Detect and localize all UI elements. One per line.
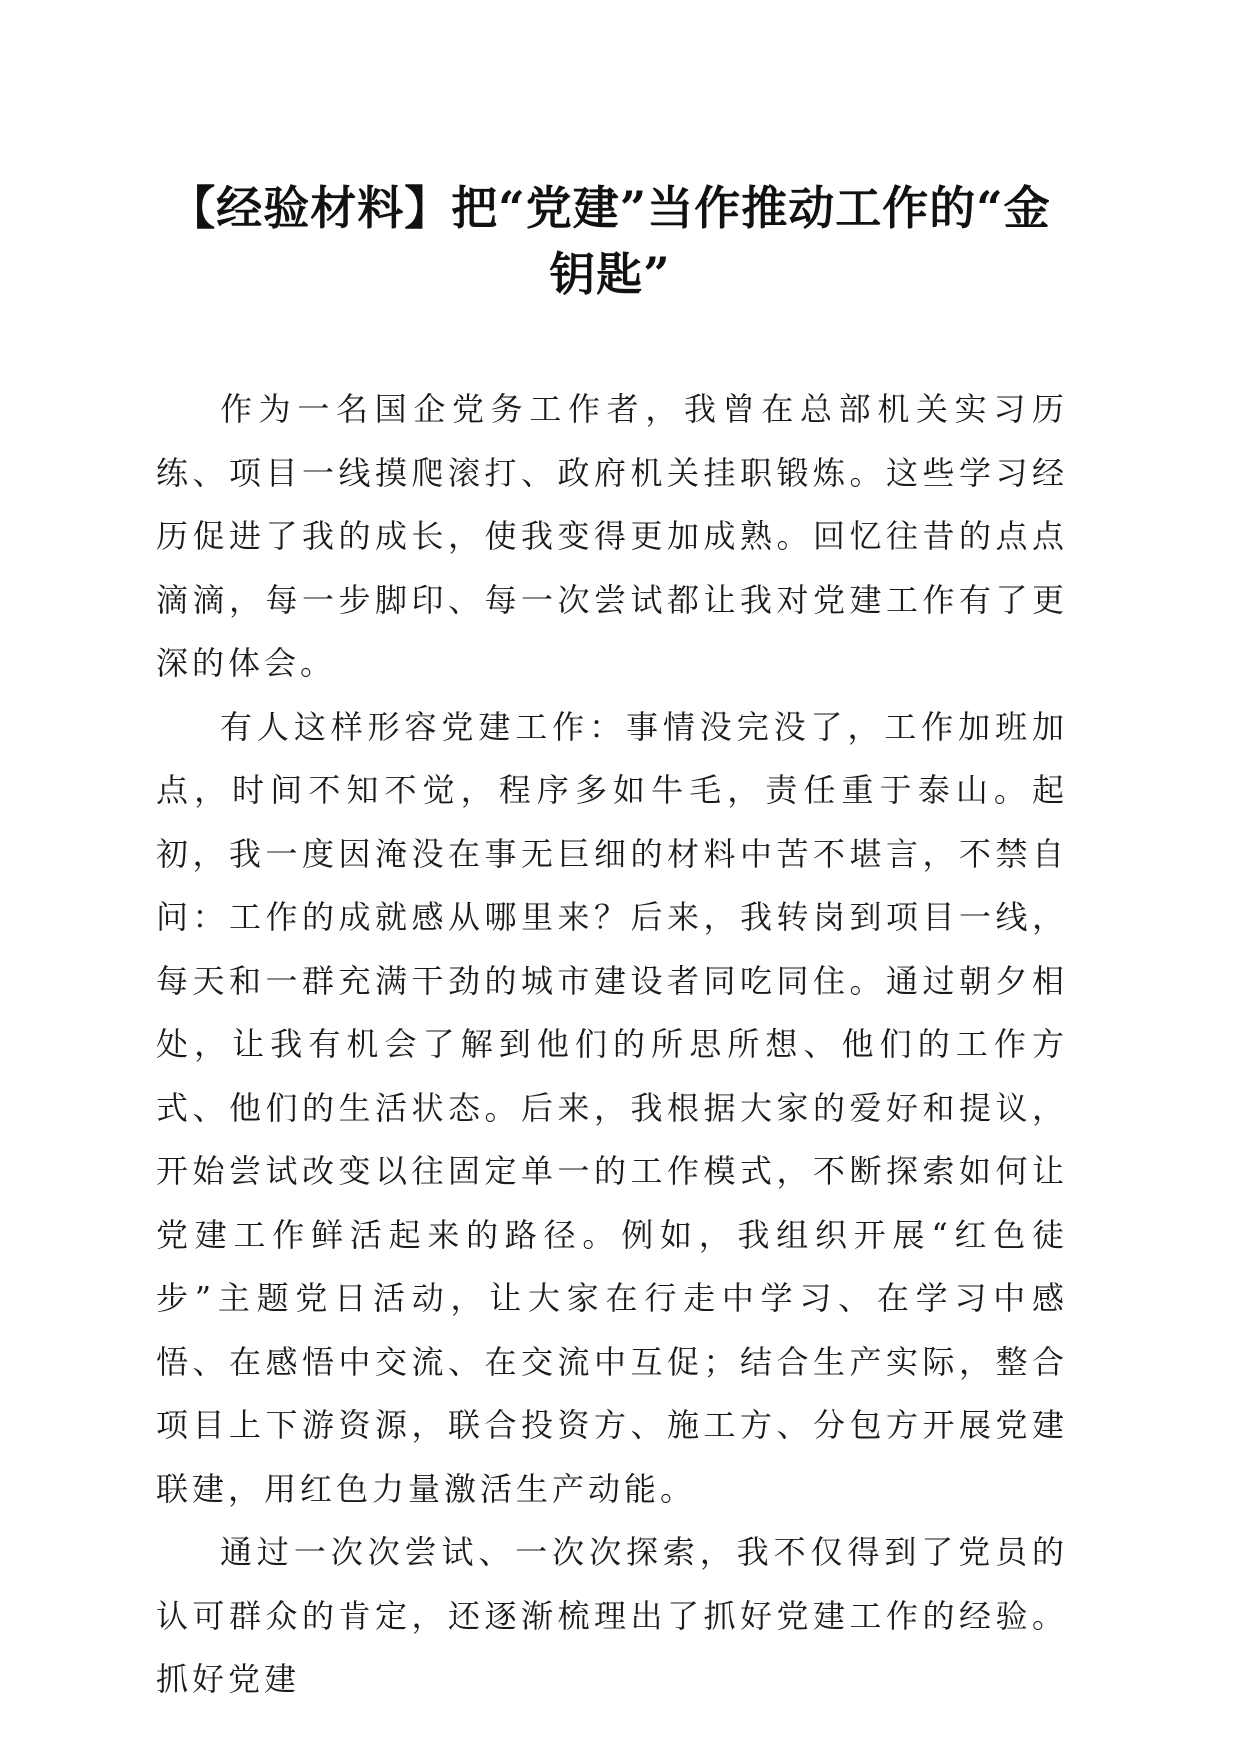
paragraph: 通过一次次尝试、一次次探索，我不仅得到了党员的认可群众的肯定，还逐渐梳理出了抓好党建工作的经验。抓好党建	[156, 1533, 1068, 1698]
document-body	[156, 378, 1068, 1712]
paragraph: 作为一名国企党务工作者，我曾在总部机关实习历练、项目一线摸爬滚打、政府机关挂职锻炼。这些学习经历促进了我的成长，使我变得更加成熟。回忆往昔的点点滴滴，每一步脚印、每一次尝试都让我对党建工作有了更深的体会。	[156, 390, 1068, 682]
paragraph: 有人这样形容党建工作：事情没完没了，工作加班加点，时间不知不觉，程序多如牛毛，责任重于泰山。起初，我一度因淹没在事无巨细的材料中苦不堪言，不禁自问：工作的成就感从哪里来？后来，我转岗到项目一线，每天和一群充满干劲的城市建设者同吃同住。通过朝夕相处，让我有机会了解到他们的所思所想、他们的工作方式、他们的生活状态。后来，我根据大家的爱好和提议，开始尝试改变以往固定单一的工作模式，不断探索如何让党建工作鲜活起来的路径。例如，我组织开展“红色徒步”主题党日活动，让大家在行走中学习、在学习中感悟、在感悟中交流、在交流中互促；结合生产实际，整合项目上下游资源，联合投资方、施工方、分包方开展党建联建，用红色力量激活生产动能。	[156, 707, 1068, 1508]
document-title: 【经验材料】把“党建”当作推动工作的“金钥匙”	[169, 181, 1051, 301]
